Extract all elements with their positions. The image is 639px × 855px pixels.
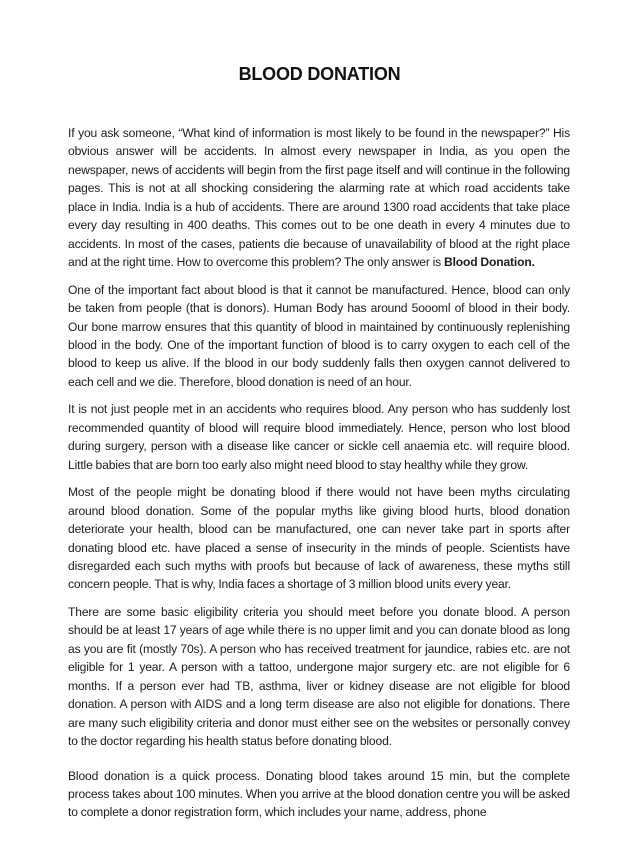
paragraph-process: Blood donation is a quick process. Donating blood takes around 15 min, but the complete process takes about 100 minutes. When you arrive at the blood donation centre you will be asked to complete a donor registration form, which includes your name, address, phone [68,768,570,820]
page-title: BLOOD DONATION [238,64,401,84]
paragraph-myths: Most of the people might be donating blood if there would not have been myths circulating around blood donation. Some of the popular myths like giving blood hurts, blood donation deteriorate your health, blood can be manufactured, one can never take part in sports after donating blood etc. have placed a sense of insecurity in the minds of people. Scientists have disregarded each such myths with proofs but because of lack of awareness, these myths still concern people. That is why, India faces a shortage of 3 million blood units every year. [68,485,570,592]
bold-phrase-blood-donation: Blood Donation. [444,255,535,270]
paragraph-intro [68,124,570,272]
paragraph-who-needs-blood: It is not just people met in an accidents who requires blood. Any person who has suddenly lost recommended quantity of blood will require blood immediately. Hence, person who lost blood during surgery, person with a disease like cancer or sickle cell anaemia etc. will require blood. Little babies that are born too early also might need blood to stay healthy while they grow. [68,402,570,472]
paragraph-eligibility: There are some basic eligibility criteria you should meet before you donate blood. A person should be at least 17 years of age while there is no upper limit and you can donate blood as long as you are fit (mostly 70s). A person who has received treatment for jaundice, rabies etc. are not eligible for 1 year. A person with a tattoo, undergone major surgery etc. are not eligible for 6 months. If a person ever had TB, asthma, liver or kidney disease are not eligible for blood donation. A person with AIDS and a long term disease are also not eligible for donations. There are many such eligibility criteria and donor must either see on the websites or personally convey to the doctor regarding his health status before donating blood. [68,604,570,749]
paragraph-blood-facts: One of the important fact about blood is that it cannot be manufactured. Hence, blood can only be taken from people (that is donors). Human Body has around 5oooml of blood in their body. Our bone marrow ensures that this quantity of blood in maintained by continuously replenishing blood in the body. One of the important function of blood is to carry oxygen to each cell of the blood to keep us alive. If the blood in our body suddenly falls then oxygen cannot delivered to each cell and we die. Therefore, blood donation is need of an hour. [68,282,570,389]
paragraph-text: If you ask someone, “What kind of information is most likely to be found in the newspaper?” His obvious answer will be accidents. In almost every newspaper in India, as you open the newspaper, news of accidents will begin from the first page itself and will continue in the following pages. This is not at all shocking considering the alarming rate at which road accidents take place in India. India is a hub of accidents. There are around 1300 road accidents that take place every day resulting in 400 deaths. This comes out to be one death in every 4 minutes due to accidents. In most of the cases, patients die because of unavailability of blood at the right place and at the right time. How to overcome this problem? The only answer is [68,126,570,270]
document-body [68,124,570,831]
